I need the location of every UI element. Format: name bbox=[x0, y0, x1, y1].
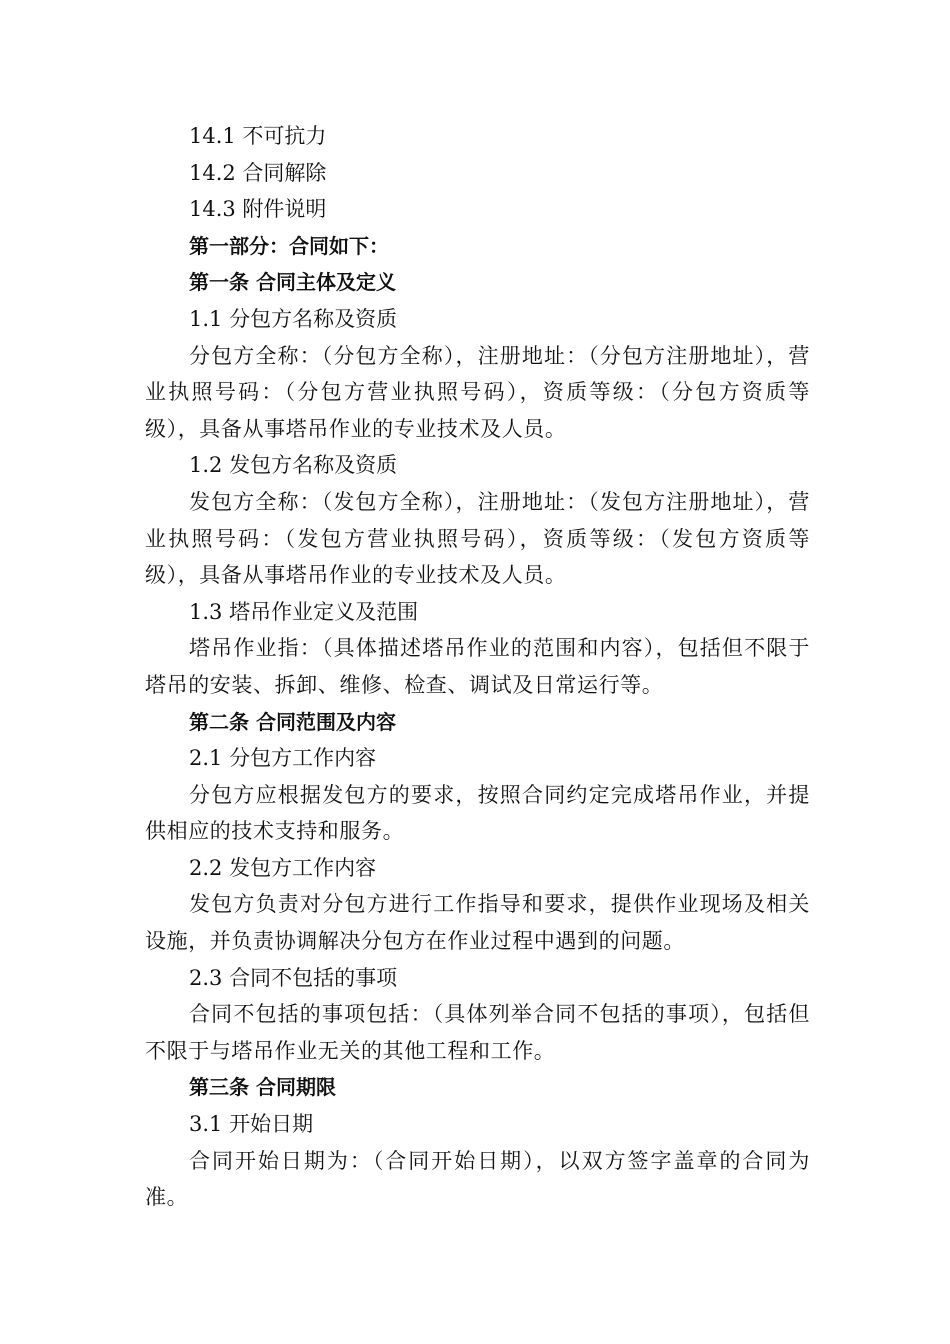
section-1-1-title: 1.1 分包方名称及资质 bbox=[189, 306, 398, 331]
section-2-2-title: 2.2 发包方工作内容 bbox=[189, 855, 377, 880]
section-1-2-text: 发包方全称：（发包方全称），注册地址：（发包方注册地址），营业执照号码：（发包方营业执照号码），资质等级：（发包方资质等级），具备从事塔吊作业的专业技术及人员。 bbox=[145, 489, 810, 588]
section-1-3-text: 塔吊作业指：（具体描述塔吊作业的范围和内容），包括但不限于塔吊的安装、拆卸、维修、检查、调试及日常运行等。 bbox=[145, 636, 810, 697]
section-3-1-text: 合同开始日期为：（合同开始日期），以双方签字盖章的合同为准。 bbox=[145, 1148, 810, 1210]
section-3-1-title: 3.1 开始日期 bbox=[189, 1112, 314, 1137]
section-2-1-title: 2.1 分包方工作内容 bbox=[189, 746, 377, 771]
section-2-1-text: 分包方应根据发包方的要求，按照合同约定完成塔吊作业，并提供相应的技术支持和服务。 bbox=[145, 782, 810, 844]
toc-item: 14.1 不可抗力 bbox=[189, 124, 327, 148]
section-2-2-text: 发包方负责对分包方进行工作指导和要求，提供作业现场及相关设施，并负责协调解决分包方在作业过程中遇到的问题。 bbox=[145, 892, 810, 954]
article-2-heading: 第二条 合同范围及内容 bbox=[189, 709, 396, 734]
article-3-heading: 第三条 合同期限 bbox=[189, 1075, 336, 1100]
section-1-2-title: 1.2 发包方名称及资质 bbox=[189, 453, 398, 478]
part-heading: 第一部分：合同如下： bbox=[189, 233, 389, 258]
toc-item: 14.2 合同解除 bbox=[189, 160, 327, 185]
section-2-3-text: 合同不包括的事项包括：（具体列举合同不包括的事项），包括但不限于与塔吊作业无关的其他工程和工作。 bbox=[145, 1002, 810, 1063]
section-1-3-title: 1.3 塔吊作业定义及范围 bbox=[189, 599, 419, 624]
section-2-3-title: 2.3 合同不包括的事项 bbox=[189, 965, 398, 990]
article-1-heading: 第一条 合同主体及定义 bbox=[189, 270, 396, 295]
section-1-1-text: 分包方全称：（分包方全称），注册地址：（分包方注册地址），营业执照号码：（分包方营业执照号码），资质等级：（分包方资质等级），具备从事塔吊作业的专业技术及人员。 bbox=[145, 343, 810, 441]
toc-item: 14.3 附件说明 bbox=[189, 197, 327, 222]
document-body bbox=[145, 118, 810, 1216]
